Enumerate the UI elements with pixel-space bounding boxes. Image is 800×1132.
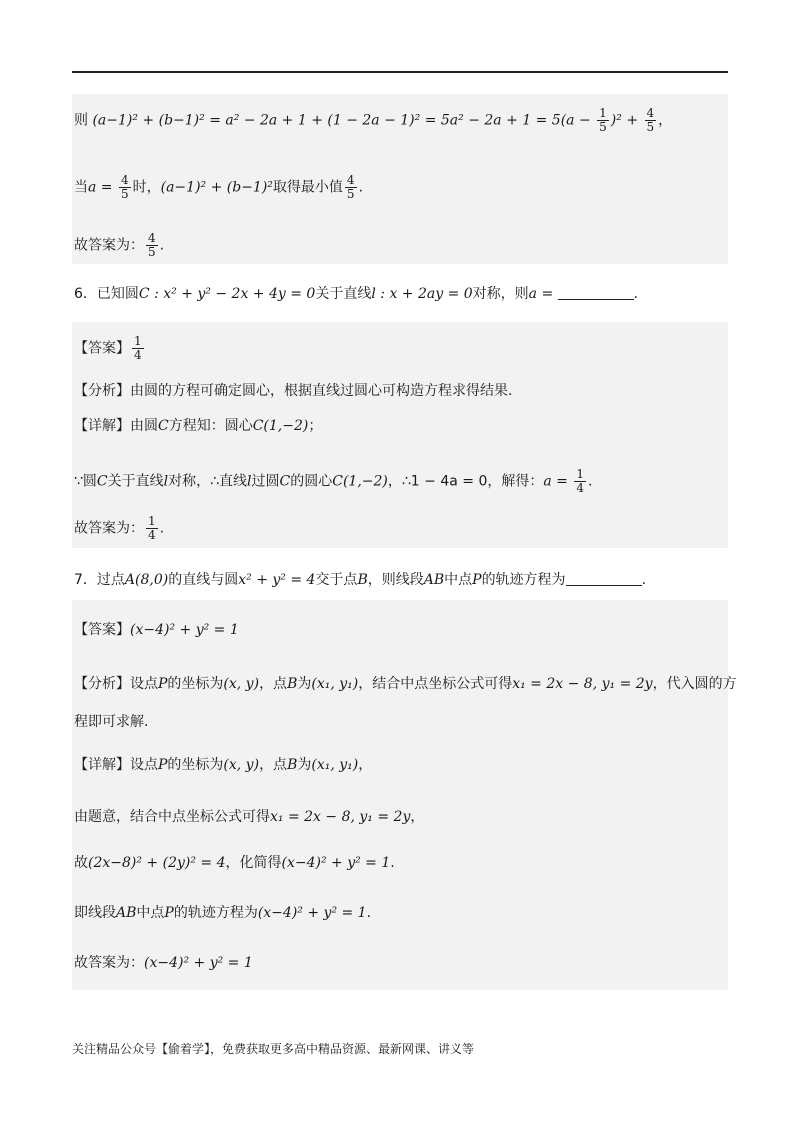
answer-blank[interactable]	[566, 571, 642, 586]
fraction: $\frac{1}{4}$	[576, 467, 584, 495]
fraction: $\frac{1}{5}$	[599, 106, 607, 134]
fraction: $\frac{4}{5}$	[646, 106, 655, 134]
header-rule	[72, 71, 728, 73]
final-answer-6: 故答案为： $\frac{1}{4}$ .	[74, 514, 165, 542]
analysis-7-line-2: 程即可求解.	[74, 714, 149, 730]
detail-7-line-4: 即线段AB中点P的轨迹方程为(x−4)² + y² = 1.	[74, 905, 372, 921]
question-7: 7．过点A(8,0)的直线与圆x² + y² = 4交于点B，则线段AB中点P的轨迹方程为 .	[74, 572, 647, 588]
fraction: $\frac{4}{5}$	[120, 173, 129, 201]
answer-7: 【答案】(x−4)² + y² = 1	[74, 622, 239, 638]
detail-6-line-2: ∵圆C关于直线l对称，∴直线l过圆C的圆心C(1,−2)，∴1 − 4a = 0，解得：a = $\frac{1}{4}$ .	[74, 467, 593, 495]
fraction: $\frac{1}{4}$	[134, 334, 142, 362]
fraction: $\frac{4}{5}$	[346, 173, 355, 201]
fraction: $\frac{4}{5}$	[148, 231, 156, 259]
answer-line-5: 故答案为： $\frac{4}{5}$ .	[74, 231, 165, 259]
final-answer-7: 故答案为：(x−4)² + y² = 1	[74, 955, 253, 971]
footer-note: 关注精品公众号【偷着学】，免费获取更多高中精品资源、最新网课、讲义等	[72, 1042, 475, 1056]
answer-6: 【答案】 $\frac{1}{4}$	[74, 334, 142, 362]
detail-7-line-2: 由题意，结合中点坐标公式可得x₁ = 2x − 8, y₁ = 2y，	[74, 809, 425, 825]
detail-7-line-3: 故(2x−8)² + (2y)² = 4，化简得(x−4)² + y² = 1.	[74, 855, 395, 871]
solution-line-2: 当a = $\frac{4}{5}$ 时，(a−1)² + (b−1)²取得最小值 $\frac{4}{5}$ .	[74, 173, 364, 201]
analysis-6: 【分析】由圆的方程可确定圆心，根据直线过圆心可构造方程求得结果.	[74, 383, 513, 399]
question-6: 6．已知圆C : x² + y² − 2x + 4y = 0关于直线l : x + 2ay = 0对称，则a = .	[74, 286, 639, 302]
answer-blank[interactable]	[558, 285, 634, 300]
detail-7-line-1: 【详解】设点P的坐标为(x, y)，点B为(x₁, y₁)，	[74, 757, 373, 773]
solution-line-1: 则 (a−1)² + (b−1)² = a² − 2a + 1 + (1 − 2a − 1)² = 5a² − 2a + 1 = 5(a − $\frac{1}{5}$ )² + $\frac{4}{5}$ ，	[74, 106, 673, 134]
fraction: $\frac{1}{4}$	[148, 514, 156, 542]
solution-panel-7	[72, 600, 728, 990]
detail-6-line-1: 【详解】由圆C方程知：圆心C(1,−2)；	[74, 418, 323, 434]
analysis-7-line-1: 【分析】设点P的坐标为(x, y)，点B为(x₁, y₁)，结合中点坐标公式可得x₁ = 2x − 8, y₁ = 2y，代入圆的方	[74, 676, 737, 692]
